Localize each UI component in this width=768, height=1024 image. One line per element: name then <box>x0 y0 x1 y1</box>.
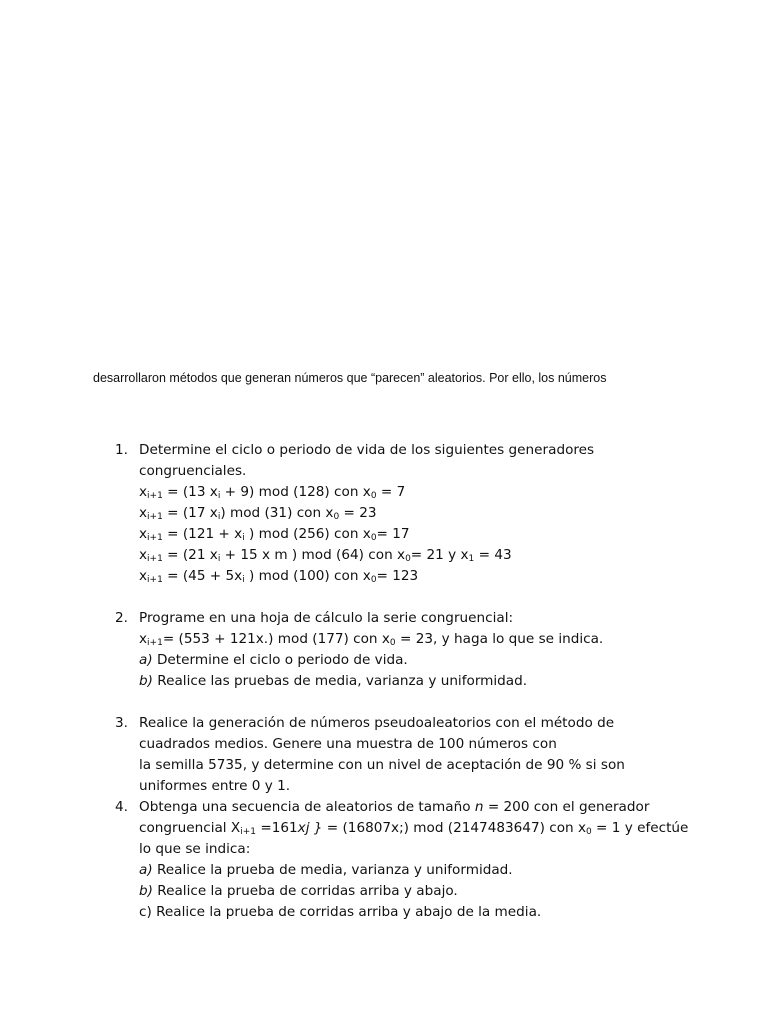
exercise-text-line: Programe en una hoja de cálculo la serie congruencial: <box>139 610 514 626</box>
sub-item: b) Realice la prueba de corridas arriba y abajo. <box>139 883 458 899</box>
exercise-1 <box>115 440 685 587</box>
exercise-number: 2. <box>115 610 128 626</box>
sub-item: c) Realice la prueba de corridas arriba y abajo de la media. <box>139 904 542 920</box>
exercise-2 <box>115 608 685 692</box>
formula-line: congruencial $X_{i+1} =161xj$ } = (16807x;) mod (2147483647) con $x_0 = 1$ y efectúe <box>139 820 689 837</box>
formula-line: $x_{i+1} = (17$ $x_i$) mod (31) con $x_0 = 23$ <box>139 505 377 522</box>
formula-line: $x_{i+1} = (21$ $x_i + 15$ x m ) mod (64) con $x_0= 21$ y $x_1 = 43$ <box>139 547 512 564</box>
formula-line: $x_{i+1} = (121 + x_i$ ) mod (256) con $x_0= 17$ <box>139 526 410 543</box>
exercise-text-line: Determine el ciclo o periodo de vida de los siguientes generadores <box>139 442 595 458</box>
formula-line: $x_{i+1} = (45 + 5x_i$ ) mod (100) con $x_0= 123$ <box>139 568 419 585</box>
formula-line: $x_{i+1} = (13$ $x_i + 9$) mod (128) con $x_0 = 7$ <box>139 484 406 501</box>
exercise-text-line: Realice la generación de números pseudoaleatorios con el método de <box>139 715 615 731</box>
exercise-text-line: cuadrados medios. Genere una muestra de 100 números con <box>139 736 557 752</box>
exercise-3 <box>115 713 685 797</box>
formula-line: $x_{i+1}= (553 + 121x.)$ mod (177) con $x_0 = 23$, y haga lo que se indica. <box>139 631 604 648</box>
exercise-list <box>115 440 689 923</box>
spacer <box>115 692 685 713</box>
exercise-text-line: lo que se indica: <box>139 841 251 857</box>
exercise-text-line: la semilla 5735, y determine con un nivel de aceptación de 90 % si son <box>139 757 625 773</box>
sub-item: a) Determine el ciclo o periodo de vida. <box>139 652 408 668</box>
exercise-4 <box>115 797 689 923</box>
intro-text-line: desarrollaron métodos que generan números que “parecen” aleatorios. Por ello, los números <box>93 371 607 385</box>
exercise-text-line: uniformes entre 0 y 1. <box>139 778 291 794</box>
exercise-text-line: congruenciales. <box>139 463 247 479</box>
sub-item: a) Realice la prueba de media, varianza y uniformidad. <box>139 862 513 878</box>
exercise-text-line: Obtenga una secuencia de aleatorios de tamaño n = 200 con el generador <box>139 799 650 815</box>
spacer <box>115 587 685 608</box>
exercise-number: 4. <box>115 799 128 815</box>
exercise-number: 1. <box>115 442 128 458</box>
sub-item: b) Realice las pruebas de media, varianza y uniformidad. <box>139 673 528 689</box>
exercise-number: 3. <box>115 715 128 731</box>
